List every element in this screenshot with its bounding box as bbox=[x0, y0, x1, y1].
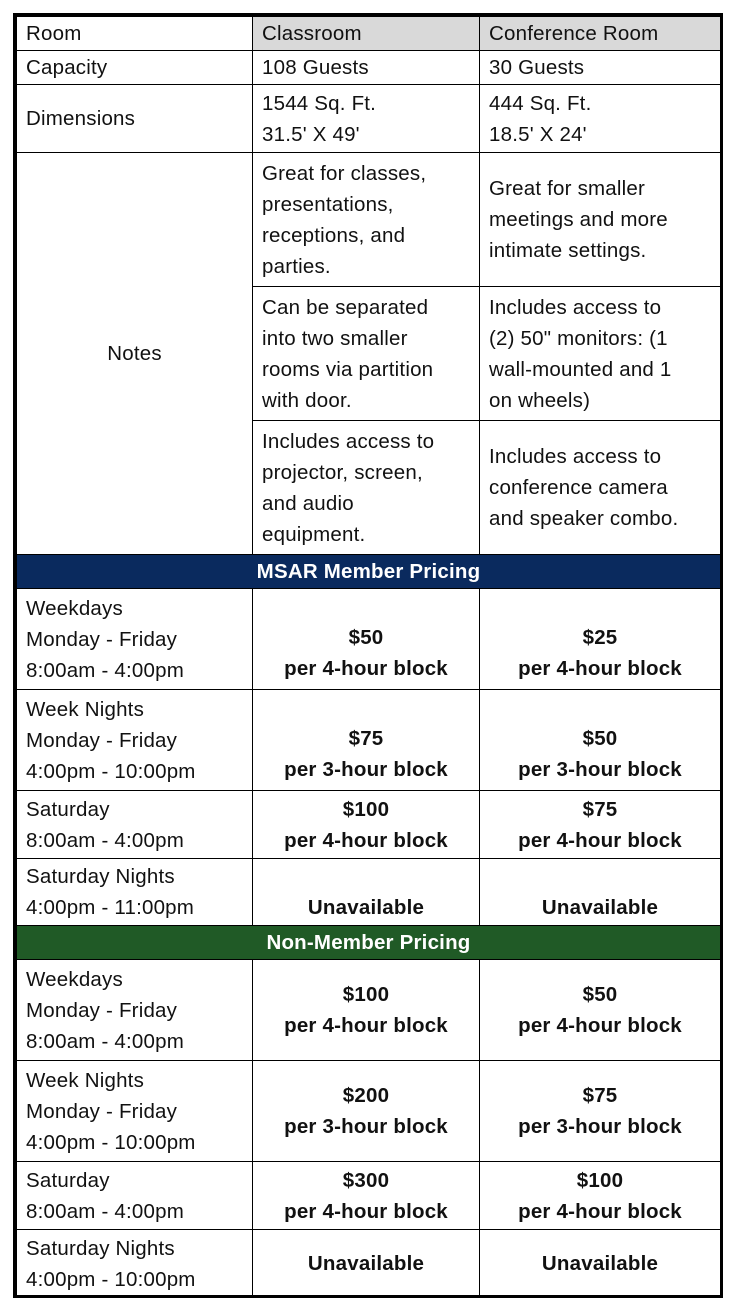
pricing-period-label bbox=[17, 859, 253, 926]
pricing-table-frame bbox=[13, 13, 723, 1298]
period-line: 8:00am - 4:00pm bbox=[26, 1029, 184, 1053]
period-line: Week Nights bbox=[26, 1068, 145, 1092]
period-line: 4:00pm - 10:00pm bbox=[26, 759, 196, 783]
note-line: equipment. bbox=[262, 522, 366, 546]
dimension-line: 1544 Sq. Ft. bbox=[262, 91, 377, 115]
price-amount: $100 bbox=[342, 797, 390, 821]
capacity-label: Capacity bbox=[17, 51, 253, 85]
pricing-row bbox=[17, 1162, 721, 1230]
conference-capacity: 30 Guests bbox=[480, 51, 721, 85]
classroom-price bbox=[253, 1061, 480, 1162]
classroom-dimensions bbox=[253, 85, 480, 153]
price-unit: per 4-hour block bbox=[284, 657, 448, 680]
conference-note bbox=[480, 153, 721, 287]
conference-dimensions bbox=[480, 85, 721, 153]
price-amount: $50 bbox=[582, 983, 618, 1006]
period-line: 4:00pm - 10:00pm bbox=[26, 1130, 196, 1154]
conference-note bbox=[480, 421, 721, 555]
pricing-period-label bbox=[17, 791, 253, 859]
dimensions-label: Dimensions bbox=[17, 85, 253, 153]
price-amount: $50 bbox=[348, 626, 384, 649]
price-unit: per 3-hour block bbox=[518, 758, 682, 781]
pricing-row bbox=[17, 960, 721, 1061]
pricing-period-label bbox=[17, 690, 253, 791]
price-unit: per 4-hour block bbox=[518, 1199, 682, 1223]
pricing-row bbox=[17, 690, 721, 791]
pricing-period-label bbox=[17, 960, 253, 1061]
price-unit: per 4-hour block bbox=[284, 1014, 448, 1037]
note-line: with door. bbox=[262, 388, 352, 412]
price-unit: per 4-hour block bbox=[518, 1014, 682, 1037]
notes-row bbox=[17, 153, 721, 287]
price-amount: Unavailable bbox=[541, 895, 659, 919]
price-unit: per 3-hour block bbox=[284, 758, 448, 781]
price-unit: per 4-hour block bbox=[518, 657, 682, 680]
note-line: Can be separated bbox=[262, 295, 429, 319]
period-line: 8:00am - 4:00pm bbox=[26, 828, 184, 852]
conference-header-cell: Conference Room bbox=[480, 17, 721, 51]
price-amount: $75 bbox=[582, 797, 618, 821]
note-line: and speaker combo. bbox=[489, 507, 679, 530]
pricing-row bbox=[17, 589, 721, 690]
price-unit: per 4-hour block bbox=[518, 828, 682, 852]
classroom-price bbox=[253, 960, 480, 1061]
note-line: presentations, bbox=[262, 192, 394, 216]
classroom-price bbox=[253, 1230, 480, 1298]
classroom-note bbox=[253, 153, 480, 287]
classroom-capacity: 108 Guests bbox=[253, 51, 480, 85]
notes-label: Notes bbox=[17, 153, 253, 555]
dimension-line: 31.5' X 49' bbox=[262, 122, 360, 146]
price-unit: per 3-hour block bbox=[518, 1115, 682, 1138]
note-line: intimate settings. bbox=[489, 239, 647, 262]
classroom-note bbox=[253, 287, 480, 421]
note-line: Great for smaller bbox=[489, 177, 646, 200]
note-line: parties. bbox=[262, 254, 331, 278]
note-line: into two smaller bbox=[262, 326, 408, 350]
price-amount: $100 bbox=[576, 1168, 624, 1192]
conference-price bbox=[480, 1061, 721, 1162]
period-line: Saturday bbox=[26, 797, 110, 821]
capacity-row bbox=[17, 51, 721, 85]
pricing-period-label bbox=[17, 1162, 253, 1230]
note-line: Includes access to bbox=[489, 445, 662, 468]
period-line: Monday - Friday bbox=[26, 998, 178, 1022]
pricing-row bbox=[17, 1061, 721, 1162]
pricing-period-label bbox=[17, 1061, 253, 1162]
note-line: rooms via partition bbox=[262, 357, 434, 381]
note-line: Includes access to bbox=[489, 295, 662, 319]
period-line: Monday - Friday bbox=[26, 728, 178, 752]
pricing-row bbox=[17, 1230, 721, 1298]
note-line: Great for classes, bbox=[262, 161, 427, 185]
price-amount: Unavailable bbox=[307, 895, 425, 919]
nonmember-pricing-title: Non-Member Pricing bbox=[17, 926, 721, 960]
note-line: and audio bbox=[262, 491, 354, 515]
note-line: (2) 50" monitors: (1 bbox=[489, 326, 668, 350]
price-amount: $300 bbox=[342, 1168, 390, 1192]
period-line: Saturday bbox=[26, 1168, 110, 1192]
price-unit: per 4-hour block bbox=[284, 1199, 448, 1223]
classroom-price bbox=[253, 589, 480, 690]
period-line: 8:00am - 4:00pm bbox=[26, 658, 184, 682]
classroom-price bbox=[253, 791, 480, 859]
period-line: Saturday Nights bbox=[26, 1236, 175, 1260]
note-line: receptions, and bbox=[262, 223, 406, 247]
note-line: Includes access to bbox=[262, 429, 435, 453]
room-header-cell: Room bbox=[17, 17, 253, 51]
note-line: wall-mounted and 1 bbox=[489, 357, 672, 381]
price-amount: $75 bbox=[348, 727, 384, 750]
pricing-row bbox=[17, 791, 721, 859]
classroom-note bbox=[253, 421, 480, 555]
conference-price bbox=[480, 690, 721, 791]
dimension-line: 444 Sq. Ft. bbox=[489, 91, 592, 115]
classroom-price bbox=[253, 690, 480, 791]
classroom-price bbox=[253, 1162, 480, 1230]
period-line: 4:00pm - 10:00pm bbox=[26, 1267, 196, 1291]
dimensions-row bbox=[17, 85, 721, 153]
dimension-line: 18.5' X 24' bbox=[489, 122, 587, 146]
classroom-header-cell: Classroom bbox=[253, 17, 480, 51]
conference-price bbox=[480, 859, 721, 926]
price-amount: $50 bbox=[582, 727, 618, 750]
member-pricing-title: MSAR Member Pricing bbox=[17, 555, 721, 589]
price-amount: $75 bbox=[582, 1084, 618, 1107]
price-unit: per 3-hour block bbox=[284, 1115, 448, 1138]
period-line: Week Nights bbox=[26, 697, 145, 721]
period-line: Monday - Friday bbox=[26, 627, 178, 651]
price-amount: Unavailable bbox=[307, 1252, 425, 1275]
note-line: on wheels) bbox=[489, 388, 591, 412]
price-amount: $100 bbox=[342, 983, 390, 1006]
period-line: Weekdays bbox=[26, 967, 123, 991]
conference-note bbox=[480, 287, 721, 421]
header-row bbox=[17, 17, 721, 51]
period-line: Weekdays bbox=[26, 596, 123, 620]
price-amount: $25 bbox=[582, 626, 618, 649]
price-unit: per 4-hour block bbox=[284, 828, 448, 852]
price-amount: Unavailable bbox=[541, 1252, 659, 1275]
conference-price bbox=[480, 960, 721, 1061]
room-pricing-table bbox=[16, 16, 721, 1298]
conference-price bbox=[480, 1230, 721, 1298]
conference-price bbox=[480, 1162, 721, 1230]
classroom-price bbox=[253, 859, 480, 926]
note-line: projector, screen, bbox=[262, 460, 423, 484]
period-line: 8:00am - 4:00pm bbox=[26, 1199, 184, 1223]
period-line: Monday - Friday bbox=[26, 1099, 178, 1123]
member-pricing-band bbox=[17, 555, 721, 589]
period-line: Saturday Nights bbox=[26, 865, 175, 888]
pricing-row bbox=[17, 859, 721, 926]
conference-price bbox=[480, 791, 721, 859]
note-line: meetings and more bbox=[489, 208, 668, 231]
period-line: 4:00pm - 11:00pm bbox=[26, 896, 195, 919]
conference-price bbox=[480, 589, 721, 690]
note-line: conference camera bbox=[489, 476, 668, 499]
nonmember-pricing-band bbox=[17, 926, 721, 960]
price-amount: $200 bbox=[342, 1084, 390, 1107]
pricing-period-label bbox=[17, 1230, 253, 1298]
pricing-period-label bbox=[17, 589, 253, 690]
